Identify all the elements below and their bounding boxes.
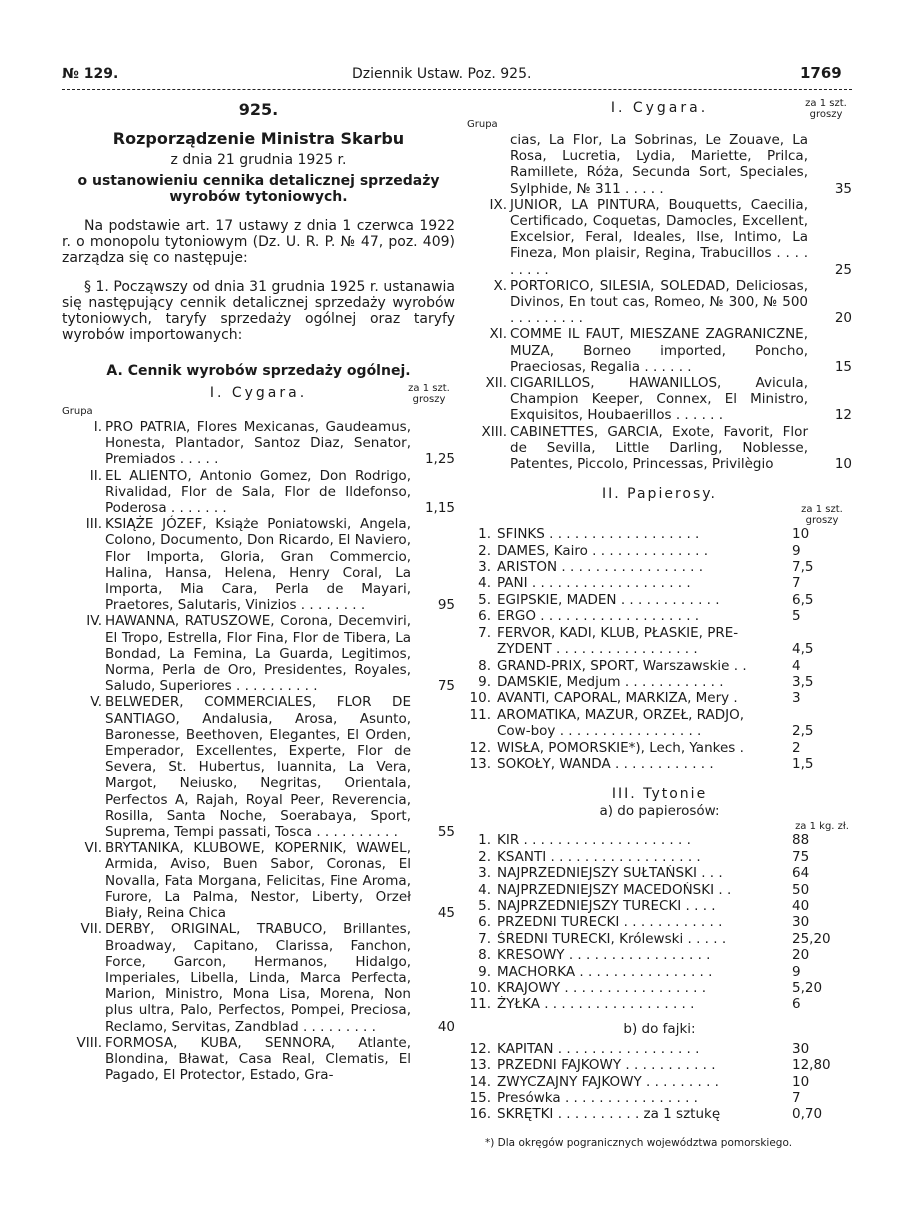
item-price: 4	[792, 657, 801, 674]
group-price: 45	[437, 905, 455, 922]
cigarette-row	[467, 674, 852, 690]
item-number: 11.	[469, 996, 491, 1013]
item-name: Presówka . . . . . . . . . . . . . . . .	[497, 1090, 698, 1107]
item-price: 5,20	[792, 980, 823, 997]
group-text: PRO PATRIA, Flores Mexicanas, Gaudeamus, Honesta, Plantador, Santoz Diaz, Senator, Premiados . . . . .	[105, 419, 411, 468]
item-number: 2.	[478, 848, 491, 865]
item-name: AVANTI, CAPORAL, MARKIZA, Mery .	[497, 690, 738, 707]
group-number: VII.	[80, 921, 102, 938]
group-number: II.	[89, 467, 102, 484]
cigarette-row	[467, 707, 852, 723]
section-1-paragraph: § 1. Począwszy od dnia 31 grudnia 1925 r. ustanawia się następujący cennik detalicznej sprzedaży wyrobów tytoniowych, taryfy sprzedaży ogólnej oraz taryfy wyrobów importowanych:	[62, 279, 455, 343]
item-number: 13.	[469, 1057, 491, 1074]
item-number: 8.	[478, 657, 491, 674]
cigar-group-row	[62, 694, 455, 840]
item-number: 7.	[478, 624, 491, 641]
group-text: EL ALIENTO, Antonio Gomez, Don Rodrigo, Rivalidad, Flor de Sala, Flor de Ildefonso, Poderosa . . . . . . .	[105, 467, 411, 517]
cigar-group-row	[467, 326, 852, 375]
item-name: KIR . . . . . . . . . . . . . . . . . . . .	[497, 832, 691, 849]
tobacco-row	[467, 865, 852, 881]
item-number: 7.	[478, 930, 491, 947]
item-price: 3,5	[792, 673, 814, 690]
section-a-title: A. Cennik wyrobów sprzedaży ogólnej.	[106, 363, 411, 379]
item-name: ŻYŁKA . . . . . . . . . . . . . . . . . .	[497, 996, 695, 1013]
tobacco-row	[467, 882, 852, 898]
act-date: z dnia 21 grudnia 1925 r.	[170, 152, 347, 168]
item-number: 8.	[478, 947, 491, 964]
group-text: PORTORICO, SILESIA, SOLEDAD, Deliciosas, Divinos, En tout cas, Romeo, № 300, № 500 . . . . . . . . .	[510, 277, 808, 327]
item-price	[782, 625, 852, 641]
item-name: NAJPRZEDNIEJSZY SUŁTAŃSKI . . .	[497, 865, 723, 882]
group-text: cias, La Flor, La Sobrinas, Le Zouave, La Rosa, Lucretia, Lydia, Mariette, Prilca, Ramillete, Róża, Secunda Sort, Speciales, Sylphide, № 311 . . . . .	[510, 132, 808, 197]
group-number: IV.	[86, 613, 102, 630]
item-number: 12.	[469, 739, 491, 756]
item-price: 5	[792, 608, 801, 625]
group-text: HAWANNA, RATUSZOWE, Corona, Decemviri, El Tropo, Estrella, Flor Fina, Flor de Tibera, La Bondad, La Femina, La Guarda, Legitimos, Norma, Perla de Oro, Presidentes, Royales, Saludo, Superiores . . . . . . . . . .	[105, 613, 411, 695]
group-price: 20	[834, 310, 852, 327]
act-position: 925.	[238, 100, 279, 119]
item-name: KAPITAN . . . . . . . . . . . . . . . . .	[497, 1040, 700, 1057]
item-name: ARISTON . . . . . . . . . . . . . . . . .	[497, 559, 704, 576]
left-column	[62, 98, 455, 1083]
tobacco-title: III. Tytonie	[611, 786, 708, 803]
item-name: PANI . . . . . . . . . . . . . . . . . . .	[497, 575, 691, 592]
item-name: ZWYCZAJNY FAJKOWY . . . . . . . . .	[497, 1073, 719, 1090]
item-number: 5.	[478, 897, 491, 914]
group-text: CIGARILLOS, HAWANILLOS, Avicula, Champion Keeper, Connex, El Ministro, Exquisitos, Houbaerillos . . . . . .	[510, 375, 808, 424]
item-name: MACHORKA . . . . . . . . . . . . . . . .	[497, 963, 713, 980]
item-number: 2.	[478, 542, 491, 559]
cigar-group-row	[62, 921, 455, 1034]
item-price: 7,5	[792, 559, 814, 576]
item-number: 5.	[478, 591, 491, 608]
group-price: 95	[437, 597, 455, 614]
group-number: I.	[93, 419, 102, 435]
item-name: PRZEDNI FAJKOWY . . . . . . . . . . .	[497, 1057, 716, 1074]
item-number: 9.	[478, 963, 491, 980]
tobacco-cigarette-subtitle: a) do papierosów:	[599, 803, 720, 820]
cigars-header	[62, 383, 455, 419]
item-name: FERVOR, KADI, KLUB, PŁASKIE, PRE-	[497, 624, 739, 641]
group-number: III.	[85, 516, 102, 533]
item-name: KRAJOWY . . . . . . . . . . . . . . . . .	[497, 980, 707, 997]
cigar-group-row	[62, 468, 455, 517]
cigar-group-row	[467, 424, 852, 473]
item-number: 6.	[478, 914, 491, 931]
item-price: 9	[792, 963, 801, 980]
pipe-tobacco-row	[467, 1090, 852, 1106]
item-name: DAMSKIE, Medjum . . . . . . . . . . . .	[497, 673, 724, 690]
item-price: 20	[792, 947, 810, 964]
group-text: FORMOSA, KUBA, SENNORA, Atlante, Blondina, Bławat, Casa Real, Clematis, El Pagado, El Protector, Estado, Gra-	[105, 1034, 411, 1084]
cigar-group-row	[62, 419, 455, 468]
act-title: Rozporządzenie Ministra Skarbu	[112, 129, 405, 148]
tobacco-unit: za 1 kg. zł.	[795, 821, 849, 833]
item-number: 13.	[469, 755, 491, 772]
item-name: KSANTI . . . . . . . . . . . . . . . . . .	[497, 848, 701, 865]
cigar-group-row	[467, 375, 852, 424]
tobacco-pipe-list	[467, 1041, 852, 1123]
item-number: 10.	[469, 690, 491, 707]
cigarettes-list	[467, 526, 852, 772]
item-price: 7	[792, 1090, 801, 1107]
group-number: XI.	[489, 326, 507, 343]
item-name: WISŁA, POMORSKIE*), Lech, Yankes .	[497, 739, 744, 756]
item-price: 4,5	[792, 641, 814, 658]
group-number: V.	[90, 694, 102, 711]
item-price: 3	[792, 690, 801, 707]
group-price: 55	[437, 824, 455, 841]
group-number: VI.	[84, 840, 102, 857]
item-price: 75	[792, 848, 810, 865]
cigars-header-continued	[467, 98, 852, 132]
cigar-group-row	[62, 613, 455, 694]
item-price	[782, 707, 852, 723]
item-name: Cow-boy . . . . . . . . . . . . . . . . .	[497, 723, 702, 740]
item-number: 11.	[469, 706, 491, 723]
group-price: 40	[437, 1018, 455, 1035]
group-price: 1,15	[424, 500, 455, 517]
item-price: 10	[792, 526, 810, 543]
cigarette-row	[467, 592, 852, 608]
tobacco-row	[467, 964, 852, 980]
item-price: 10	[792, 1073, 810, 1090]
tobacco-row	[467, 898, 852, 914]
cigarette-row	[467, 756, 852, 772]
cigarette-row	[467, 625, 852, 641]
item-price: 1,5	[792, 755, 814, 772]
item-name: SKRĘTKI . . . . . . . . . . za 1 sztukę	[497, 1106, 721, 1123]
item-price: 30	[792, 1040, 810, 1057]
group-text: JUNIOR, LA PINTURA, Bouquetts, Caecilia, Certificado, Coquetas, Damocles, Excellent, Excelsior, Feral, Ideales, Ilse, Intimo, La Fineza, Mon plaisir, Regina, Trabucillos . . . . . . . . .	[510, 196, 808, 278]
cigar-group-row	[62, 516, 455, 613]
group-price: 35	[834, 180, 852, 197]
item-number: 15.	[469, 1090, 491, 1107]
group-price: 10	[834, 456, 852, 473]
tobacco-row	[467, 914, 852, 930]
footnote: *) Dla okręgów pogranicznych województwa pomorskiego.	[485, 1136, 793, 1149]
group-number: IX.	[489, 196, 507, 213]
item-name: ŚREDNI TURECKI, Królewski . . . . .	[497, 930, 727, 947]
cigarette-row	[467, 641, 852, 657]
group-number: XIII.	[481, 423, 507, 440]
item-number: 3.	[478, 865, 491, 882]
item-number	[467, 723, 497, 739]
cigarettes-unit: za 1 szt. groszy	[801, 504, 843, 527]
price-unit-label: za 1 szt. groszy	[408, 383, 450, 405]
group-text: CABINETTES, GARCIA, Exote, Favorit, Flor de Sevilla, Little Darling, Noblesse, Patentes, Piccolo, Princessas, Privilègio	[510, 423, 808, 473]
item-number: 6.	[478, 608, 491, 625]
issue-number: № 129.	[62, 66, 119, 82]
cigarette-row	[467, 543, 852, 559]
item-price: 0,70	[792, 1106, 823, 1123]
group-column-label: Grupa	[467, 119, 498, 130]
item-name: NAJPRZEDNIEJSZY TURECKI . . . .	[497, 897, 716, 914]
group-price: 1,25	[424, 451, 455, 468]
cigarette-row	[467, 608, 852, 624]
item-price: 9	[792, 542, 801, 559]
tobacco-cigarette-list	[467, 832, 852, 1012]
pipe-tobacco-row	[467, 1041, 852, 1057]
price-unit-label: za 1 szt. groszy	[805, 98, 847, 120]
group-price: 15	[834, 358, 852, 375]
item-price: 6,5	[792, 591, 814, 608]
cigars-title: I. Cygara.	[209, 385, 308, 401]
item-number: 16.	[469, 1106, 491, 1123]
cigarette-row	[467, 723, 852, 739]
group-number: XII.	[485, 375, 507, 392]
item-number	[467, 641, 497, 657]
pipe-tobacco-row	[467, 1074, 852, 1090]
cigar-group-row	[467, 278, 852, 327]
item-name: SFINKS . . . . . . . . . . . . . . . . . .	[497, 526, 700, 543]
item-name: EGIPSKIE, MADEN . . . . . . . . . . . .	[497, 591, 720, 608]
cigarette-row	[467, 740, 852, 756]
item-price: 30	[792, 914, 810, 931]
item-name: ZYDENT . . . . . . . . . . . . . . . . .	[497, 641, 698, 658]
group-text: BRYTANIKA, KLUBOWE, KOPERNIK, WAWEL, Armida, Aviso, Buen Sabor, Coronas, El Novalla, Fata Morgana, Felicitas, Fine Aroma, Furore, La Palma, Nestor, Liberty, Orzeł Biały, Reina Chica	[105, 840, 411, 922]
cigar-group-row	[62, 840, 455, 921]
tobacco-row	[467, 996, 852, 1012]
cigar-group-continuation	[467, 132, 852, 197]
item-name: GRAND-PRIX, SPORT, Warszawskie . .	[497, 657, 747, 674]
tobacco-row	[467, 832, 852, 848]
item-name: KRESOWY . . . . . . . . . . . . . . . . .	[497, 947, 711, 964]
cigar-group-row	[467, 197, 852, 278]
item-price: 88	[792, 832, 810, 849]
item-number: 14.	[469, 1073, 491, 1090]
cigar-groups-left	[62, 419, 455, 1083]
item-price: 2	[792, 739, 801, 756]
pipe-tobacco-row	[467, 1057, 852, 1073]
cigars-title: I. Cygara.	[610, 100, 709, 116]
cigarette-row	[467, 690, 852, 706]
item-price: 50	[792, 881, 810, 898]
item-number: 4.	[478, 881, 491, 898]
tobacco-row	[467, 931, 852, 947]
item-price: 2,5	[792, 723, 814, 740]
group-price: 25	[834, 261, 852, 278]
item-price: 64	[792, 865, 810, 882]
group-column-label: Grupa	[62, 406, 93, 417]
item-name: SOKOŁY, WANDA . . . . . . . . . . . .	[497, 755, 714, 772]
cigar-group-row	[62, 1035, 455, 1084]
right-column	[467, 98, 852, 1150]
page-number: 1769	[800, 64, 842, 82]
item-number: 1.	[478, 832, 491, 849]
cigar-groups-right	[467, 197, 852, 472]
legal-basis-paragraph: Na podstawie art. 17 ustawy z dnia 1 czerwca 1922 r. o monopolu tytoniowym (Dz. U. R. P. № 47, poz. 409) zarządza się co następuje:	[62, 218, 455, 266]
item-name: DAMES, Kairo . . . . . . . . . . . . . .	[497, 542, 709, 559]
item-number: 1.	[478, 526, 491, 543]
item-number: 12.	[469, 1040, 491, 1057]
item-number: 9.	[478, 673, 491, 690]
cigarette-row	[467, 575, 852, 591]
group-text: KSIĄŻE JÓZEF, Książe Poniatowski, Angela, Colono, Documento, Don Ricardo, El Naviero, Flor Importa, Gloria, Gran Commercio, Halina, Hansa, Helena, Henry Coral, La Importa, Mia Cara, Perla de Mayari, Praetores, Salutaris, Vinizios . . . . . . . .	[105, 516, 411, 614]
item-number: 4.	[478, 575, 491, 592]
tobacco-row	[467, 849, 852, 865]
cigarette-row	[467, 559, 852, 575]
group-text: BELWEDER, COMMERCIALES, FLOR DE SANTIAGO, Andalusia, Arosa, Asunto, Baronesse, Beethoven, Elegantes, El Orden, Emperador, Excellentes, Experte, Flor de Severa, St. Hubertus, Iuannita, La Vera, Margot, Neiusko, Negritas, Orientala, Perfectos A, Rajah, Royal Peer, Reverencia, Rosilla, Santa Noche, Soerabaya, Sport, Suprema, Tempi passati, Tosca . . . . . . . . . .	[105, 694, 411, 841]
journal-title: Dziennik Ustaw. Poz. 925.	[352, 66, 532, 82]
item-name: ERGO . . . . . . . . . . . . . . . . . . .	[497, 608, 700, 625]
tobacco-row	[467, 980, 852, 996]
group-price: 12	[834, 407, 852, 424]
tobacco-pipe-subtitle: b) do fajki:	[623, 1020, 696, 1037]
cigarettes-title: II. Papierosy.	[602, 486, 717, 503]
item-price: 12,80	[792, 1057, 831, 1074]
act-subject: o ustanowieniu cennika detalicznej sprzedaży wyrobów tytoniowych.	[77, 173, 440, 205]
group-number: X.	[493, 277, 507, 294]
pipe-tobacco-row	[467, 1106, 852, 1122]
group-price: 75	[437, 678, 455, 695]
item-price: 40	[792, 897, 810, 914]
item-name: PRZEDNI TURECKI . . . . . . . . . . . .	[497, 914, 723, 931]
item-price: 7	[792, 575, 801, 592]
item-name: AROMATIKA, MAZUR, ORZEŁ, RADJO,	[497, 706, 745, 723]
item-price: 25,20	[792, 930, 831, 947]
item-price: 6	[792, 996, 801, 1013]
item-number: 3.	[478, 559, 491, 576]
tobacco-row	[467, 947, 852, 963]
group-text: DERBY, ORIGINAL, TRABUCO, Brillantes, Broadway, Capitano, Clarissa, Fanchon, Force, Garcon, Hermanos, Hidalgo, Imperiales, Libella, Linda, Marca Perfecta, Marion, Ministro, Mona Lisa, Morena, Non plus ultra, Palo, Perfectos, Pompei, Preciosa, Reclamo, Servitas, Zandblad . . . . . . . . .	[105, 921, 411, 1035]
group-number: VIII.	[76, 1034, 102, 1051]
group-text: COMME IL FAUT, MIESZANE ZAGRANICZNE, MUZA, Borneo imported, Poncho, Praeciosas, Regalia . . . . . .	[510, 326, 808, 375]
cigarette-row	[467, 526, 852, 542]
item-name: NAJPRZEDNIEJSZY MACEDOŃSKI . .	[497, 881, 732, 898]
item-number: 10.	[469, 980, 491, 997]
header-rule	[62, 89, 852, 90]
cigarette-row	[467, 658, 852, 674]
